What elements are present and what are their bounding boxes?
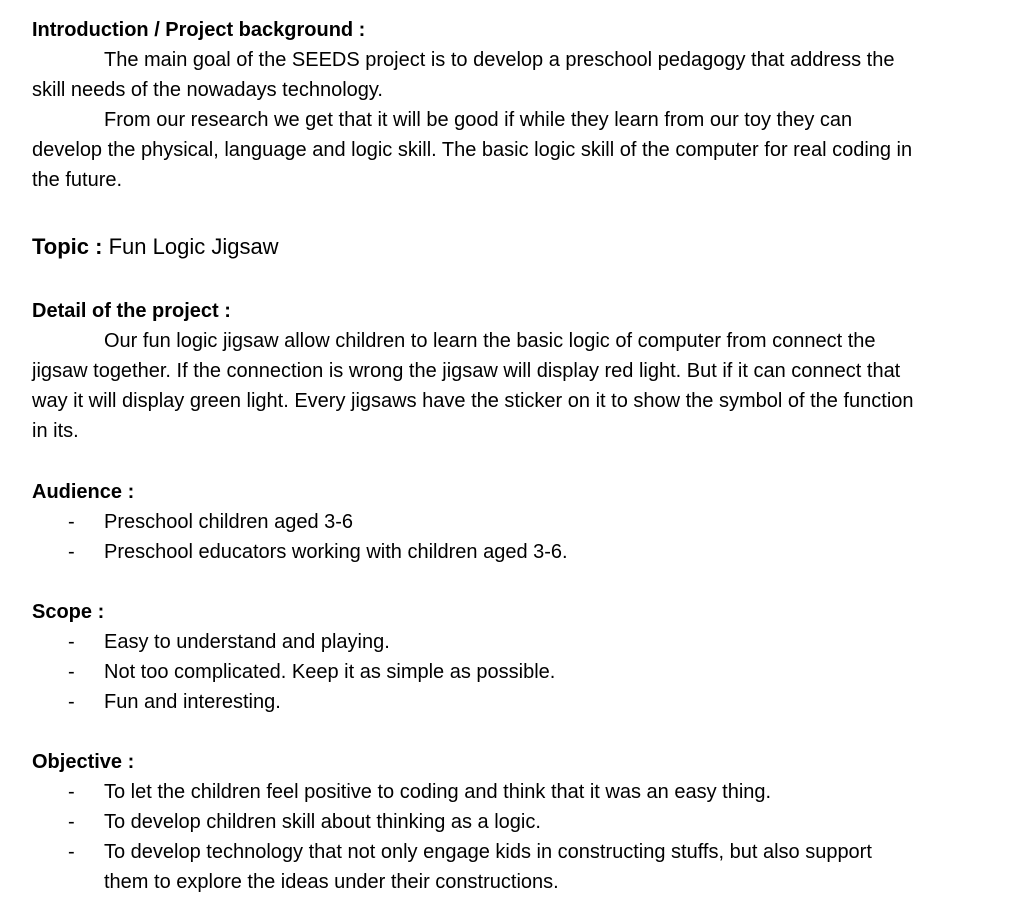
bullet-dash: - [68, 541, 75, 563]
scope-item-text: Fun and interesting. [104, 691, 281, 713]
detail-heading: Detail of the project : [32, 300, 231, 322]
objective-item-text: them to explore the ideas under their constructions. [104, 871, 559, 893]
topic-value: Fun Logic Jigsaw [108, 234, 279, 259]
audience-section [32, 477, 1018, 567]
intro-line: the future. [32, 169, 123, 191]
bullet-dash: - [68, 811, 75, 833]
topic-label: Topic : [32, 234, 103, 259]
scope-heading: Scope : [32, 601, 105, 623]
bullet-dash: - [68, 841, 75, 863]
detail-line: way it will display green light. Every jigsaws have the sticker on it to show the symbol of the function [32, 390, 914, 412]
intro-line: skill needs of the nowadays technology. [32, 79, 383, 101]
objective-item-text: To develop children skill about thinking as a logic. [104, 811, 541, 833]
bullet-dash: - [68, 511, 75, 533]
objective-item-text: To develop technology that not only engage kids in constructing stuffs, but also support [104, 841, 872, 863]
scope-item [32, 657, 1018, 687]
audience-item-text: Preschool educators working with children aged 3-6. [104, 541, 568, 563]
bullet-dash: - [68, 661, 75, 683]
objective-item [32, 777, 1018, 807]
audience-heading: Audience : [32, 481, 135, 503]
objective-item-continued [32, 867, 1018, 897]
detail-section [32, 296, 1018, 446]
scope-item-text: Easy to understand and playing. [104, 631, 390, 653]
audience-item [32, 507, 1018, 537]
objective-section [32, 747, 1018, 897]
scope-section [32, 597, 1018, 717]
bullet-dash: - [68, 781, 75, 803]
objective-item [32, 837, 1018, 867]
intro-line: The main goal of the SEEDS project is to develop a preschool pedagogy that address the [104, 49, 895, 71]
scope-item-text: Not too complicated. Keep it as simple as possible. [104, 661, 556, 683]
audience-item-text: Preschool children aged 3-6 [104, 511, 354, 533]
audience-item [32, 537, 1018, 567]
intro-line: From our research we get that it will be good if while they learn from our toy they can [104, 109, 853, 131]
objective-heading: Objective : [32, 751, 135, 773]
bullet-dash: - [68, 691, 75, 713]
detail-line: in its. [32, 420, 79, 442]
scope-item [32, 627, 1018, 657]
intro-line: develop the physical, language and logic skill. The basic logic skill of the computer for real coding in [32, 139, 913, 161]
scope-item [32, 687, 1018, 717]
detail-line: jigsaw together. If the connection is wrong the jigsaw will display red light. But if it can connect that [32, 360, 901, 382]
intro-heading: Introduction / Project background : [32, 19, 366, 41]
bullet-dash: - [68, 631, 75, 653]
topic-section [32, 232, 1018, 262]
objective-item-text: To let the children feel positive to coding and think that it was an easy thing. [104, 781, 772, 803]
intro-section [32, 15, 1018, 195]
detail-line: Our fun logic jigsaw allow children to learn the basic logic of computer from connect the [104, 330, 876, 352]
objective-item [32, 807, 1018, 837]
